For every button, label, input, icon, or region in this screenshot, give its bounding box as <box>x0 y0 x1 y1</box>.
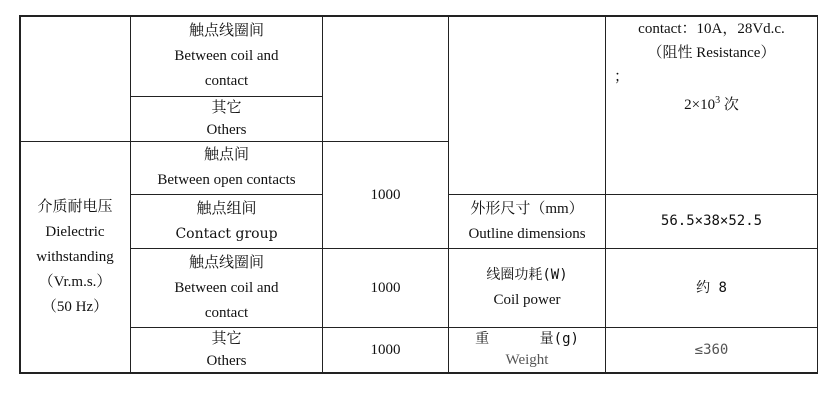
dielectric-zh: 介质耐电压 <box>37 198 113 215</box>
weight-value: ≤360 <box>694 341 729 358</box>
group-value: 1000 <box>370 186 401 203</box>
label-en: contact <box>204 304 249 321</box>
others-value: 1000 <box>370 341 401 358</box>
label-en: Others <box>206 353 247 369</box>
coil-contact-value: 1000 <box>370 279 401 296</box>
coil-power-value: 约 8 <box>696 279 727 296</box>
outline-label <box>449 195 605 248</box>
row-others-label <box>131 97 322 141</box>
row-contact-group-label <box>131 195 322 248</box>
label-en: Coil power <box>493 292 561 308</box>
rating-line: （阻性 Resistance） <box>647 45 776 61</box>
row-open-contacts-label <box>131 142 322 194</box>
label-en: Between coil and <box>174 279 279 296</box>
contact-rating <box>606 17 817 194</box>
label-zh: 重 量(g) <box>475 331 579 347</box>
label-en: Between open contacts <box>157 172 296 188</box>
label-en: Weight <box>505 352 549 368</box>
label-zh: 外形尺寸（mm） <box>470 200 584 217</box>
coil-power-label <box>449 249 605 327</box>
row-coil-contact-label <box>131 249 322 327</box>
dielectric-en: Dielectric <box>45 223 105 240</box>
label-zh: 其它 <box>211 100 242 116</box>
label-en: Outline dimensions <box>468 225 586 242</box>
label-zh: 其它 <box>211 331 242 347</box>
label-en: contact <box>204 72 249 89</box>
row-others-label <box>131 328 322 372</box>
label-zh: 触点线圈间 <box>188 254 264 271</box>
dielectric-label <box>20 142 130 372</box>
table-border-bottom <box>19 372 818 374</box>
rating-life: $2\times 10^3$ 次 <box>684 95 739 113</box>
label-zh: 触点线圈间 <box>188 22 264 39</box>
outline-value: 56.5×38×52.5 <box>660 213 763 229</box>
dielectric-en: withstanding <box>36 248 114 265</box>
weight-label <box>449 328 605 372</box>
label-en: Between coil and <box>174 47 279 64</box>
label-zh: 线圈功耗(W) <box>486 267 568 283</box>
row-coil-contact-label <box>131 16 322 96</box>
label-zh: 触点间 <box>203 147 249 163</box>
dielectric-unit: （50 Hz） <box>41 298 109 315</box>
rating-line: contact：10A，28Vd.c. <box>638 21 785 37</box>
label-en: Others <box>206 122 247 138</box>
label-en: Contact group <box>175 225 278 242</box>
dielectric-unit: （Vr.m.s.） <box>38 273 112 290</box>
label-zh: 触点组间 <box>196 200 257 217</box>
rating-line: ； <box>614 69 630 85</box>
